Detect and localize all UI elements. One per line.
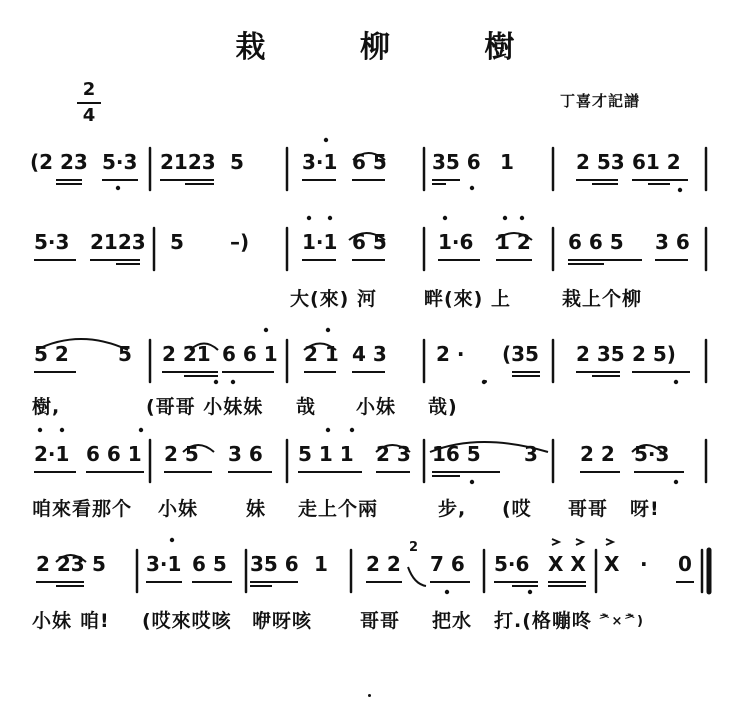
note-group: 2 53 (576, 150, 625, 174)
lyric: 步, (438, 498, 467, 520)
lyric: 小妹 (32, 610, 73, 632)
note-group: 1·6 (438, 230, 474, 254)
note-group: 2 2 (580, 442, 615, 466)
note-group: X X (548, 552, 586, 576)
dot (470, 186, 474, 190)
note-group: 2123 (160, 150, 216, 174)
grace-note: 2 (409, 540, 419, 555)
lyric: 妹 (246, 498, 267, 520)
note-group: 6 5 (352, 230, 387, 254)
dot (326, 328, 330, 332)
accent (576, 539, 583, 545)
note-group: 5 (92, 552, 106, 576)
dot (324, 138, 328, 142)
slurs (36, 153, 662, 586)
note-group: 6 5 (192, 552, 227, 576)
dot (503, 216, 507, 220)
note-group: 5 (230, 150, 244, 174)
note-group: 1·1 (302, 230, 338, 254)
dot (350, 428, 354, 432)
note-group: 3 6 (228, 442, 263, 466)
accent-marks (552, 539, 613, 545)
note-group: –) (230, 230, 250, 254)
note-group: 2 3 (376, 442, 411, 466)
note-group: (2 23 (30, 150, 88, 174)
dot (470, 480, 474, 484)
note-group: 5 (118, 342, 132, 366)
note-group: 1 (314, 552, 328, 576)
dot (307, 216, 311, 220)
dot (520, 216, 524, 220)
dot (528, 590, 532, 594)
note-group: · (640, 552, 648, 576)
lyric: 小妹 (356, 396, 397, 418)
note-group: 2 23 (36, 552, 85, 576)
note-group: 5·3 (34, 230, 70, 254)
stray-dot (484, 380, 487, 383)
note-group: 6 6 1 (222, 342, 278, 366)
accent (606, 539, 613, 545)
dot (116, 186, 120, 190)
dot (60, 428, 64, 432)
note-group: 16 5 (432, 442, 481, 466)
lyric: 畔(來) 上 (424, 288, 511, 310)
note-group: 0 (678, 552, 692, 576)
dot (326, 428, 330, 432)
lyric: 哉 (296, 396, 317, 418)
note-group: 2 5 (164, 442, 199, 466)
dot (445, 590, 449, 594)
note-group: 6 5 (352, 150, 387, 174)
dot (139, 428, 143, 432)
note-group: 2 · (436, 342, 465, 366)
note-group: 3·1 (146, 552, 182, 576)
octave-dots (38, 138, 682, 594)
note-group: 6 6 5 (568, 230, 624, 254)
note-group: 3 (524, 442, 538, 466)
lyric: 打.(格嘣咚 (494, 610, 592, 632)
note-group: 6 6 1 (86, 442, 142, 466)
stray-dot (368, 694, 371, 697)
note-group: 2123 (90, 230, 146, 254)
note-group: 2·1 (34, 442, 70, 466)
note-group: 35 6 (250, 552, 299, 576)
lyric: 樹, (32, 396, 61, 418)
lyric: ᅔ×ᅔ) (598, 614, 644, 629)
note-group: 3 6 (655, 230, 690, 254)
lyric: 呀! (630, 498, 660, 520)
time-signature-top: 2 (82, 79, 96, 100)
dot (328, 216, 332, 220)
note-group: 2 35 (576, 342, 625, 366)
note-group: 3·1 (302, 150, 338, 174)
note-group: 7 6 (430, 552, 465, 576)
slur (408, 567, 426, 586)
note-group: 5·3 (634, 442, 670, 466)
dot (214, 380, 218, 384)
note-group: 35 6 (432, 150, 481, 174)
note-group: X (604, 552, 620, 576)
lyric: 咿呀咳 (252, 610, 313, 632)
dot (674, 480, 678, 484)
lyric: 哥哥 (568, 498, 609, 520)
lyric: 咱來看那个 (32, 498, 133, 520)
lyric: 哥哥 (360, 610, 401, 632)
lyric: (哎來哎咳 (142, 610, 232, 632)
note-group: 2 21 (162, 342, 211, 366)
note-group: 5 (170, 230, 184, 254)
lyric: 小妹 (158, 498, 199, 520)
lyric: (哎 (502, 498, 532, 520)
dot (170, 538, 174, 542)
accent (552, 539, 559, 545)
note-group: 2 5) (632, 342, 676, 366)
note-group: (35 (502, 342, 539, 366)
lyric: 大(來) 河 (290, 288, 377, 310)
lyric: 栽上个柳 (562, 288, 643, 310)
note-group: 5·6 (494, 552, 530, 576)
dot (678, 188, 682, 192)
note-group: 2 2 (366, 552, 401, 576)
note-group: 61 2 (632, 150, 681, 174)
lyric: 咱! (80, 610, 110, 632)
lyric: 走上个兩 (298, 498, 379, 520)
barlines (137, 148, 709, 592)
dot (443, 216, 447, 220)
lyric: 哉) (428, 396, 458, 418)
note-group: 1 2 (496, 230, 531, 254)
time-signature-bottom: 4 (82, 105, 96, 126)
lyric: 把水 (432, 610, 473, 632)
transcriber-credit: 丁喜才記譜 (560, 92, 641, 110)
note-group: 2 1 (304, 342, 339, 366)
note-group: 5 2 (34, 342, 69, 366)
dot (38, 428, 42, 432)
note-group: 1 (500, 150, 514, 174)
page-title: 栽 柳 樹 (235, 30, 557, 65)
note-group: 4 3 (352, 342, 387, 366)
note-group: 5·3 (102, 150, 138, 174)
dot (264, 328, 268, 332)
lyric: (哥哥 小妹妹 (146, 396, 264, 418)
dot (674, 380, 678, 384)
note-group: 5 1 1 (298, 442, 354, 466)
dot (231, 380, 235, 384)
